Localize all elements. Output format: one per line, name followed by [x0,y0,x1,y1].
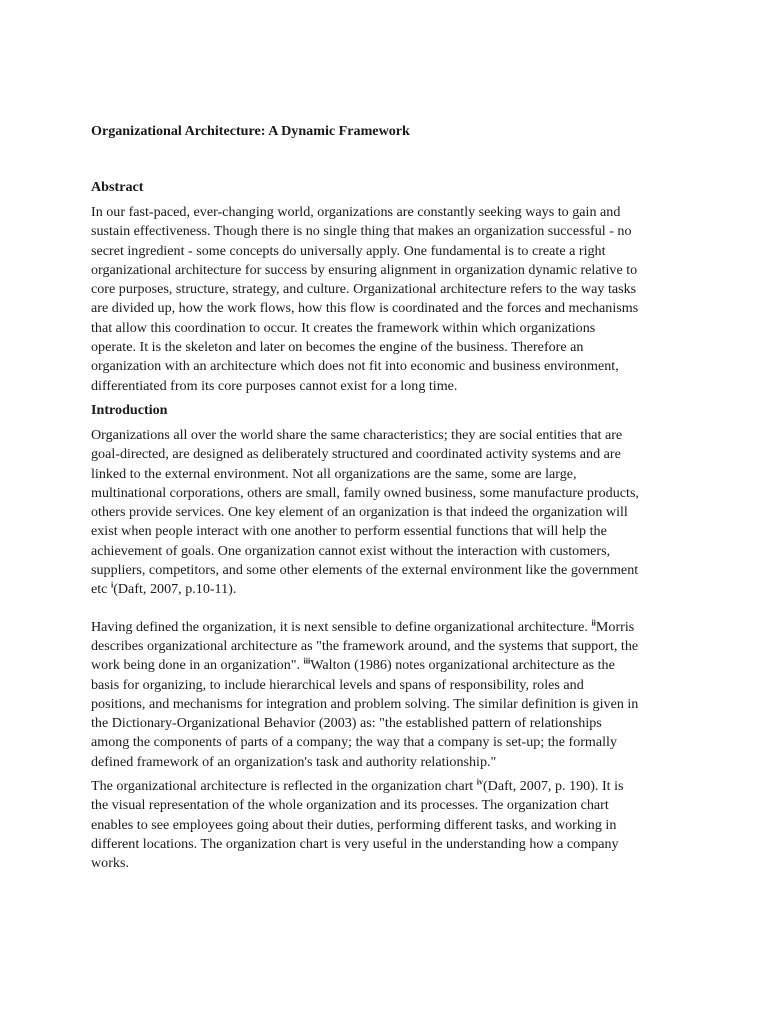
endnote-marker[interactable]: iii [303,656,311,666]
intro-line: Organizations all over the world share the same characteristics; they are social entities that are [91,426,623,443]
intro-line: linked to the external environment. Not all organizations are the same, some are large, [91,465,577,482]
intro-line: others provide services. One key element of an organization is that indeed the organization will [91,504,628,521]
intro-last-prefix: etc [91,581,111,598]
introduction-paragraph-3 [91,777,681,873]
para2-line3-suffix: Walton (1986) notes organizational architecture as the [310,657,615,674]
abstract-line: sustain effectiveness. Though there is no single thing that makes an organization successful - no [91,223,632,240]
para2-line: among the components of parts of a company; the way that a company is set-up; the formally [91,734,618,751]
intro-line: suppliers, competitors, and some other elements of the external environment like the government [91,562,639,579]
introduction-paragraph-2 [91,618,681,772]
abstract-line: organizational architecture for success by ensuring alignment in organization dynamic relative to [91,261,638,278]
intro-line: multinational corporations, others are small, family owned business, some manufacture products, [91,484,639,501]
para2-line3-prefix: work being done in an organization". [91,657,304,674]
endnote-marker[interactable]: ii [591,617,596,627]
abstract-line: core purposes, structure, strategy, and culture. Organizational architecture refers to the way tasks [91,281,637,298]
para2-line: describes organizational architecture as "the framework around, and the systems that support, the [91,637,639,654]
para2-line: defined framework of an organization's task and authority relationship." [91,753,497,770]
para3-line: the visual representation of the whole organization and its processes. The organization chart [91,797,609,814]
para2-line1-prefix: Having defined the organization, it is next sensible to define organizational architecture. [91,618,592,635]
document-body [91,122,681,880]
para3-line1-suffix: (Daft, 2007, p. 190). It is [482,778,624,795]
abstract-line: operate. It is the skeleton and later on becomes the engine of the business. Therefore an [91,339,584,356]
abstract-line: organization with an architecture which does not fit into economic and business environment, [91,358,619,375]
para2-line: the Dictionary-Organizational Behavior (2003) as: "the established pattern of relationships [91,715,602,732]
abstract-line: In our fast-paced, ever-changing world, organizations are constantly seeking ways to gain and [91,204,621,220]
document-title: Organizational Architecture: A Dynamic Framework [91,123,410,139]
abstract-line: that allow this coordination to occur. It creates the framework within which organizations [91,319,596,336]
intro-line: goal-directed, are designed as deliberately structured and coordinated activity systems and are [91,446,621,463]
intro-last-suffix: (Daft, 2007, p.10-11). [113,581,237,598]
intro-line-last [91,580,681,599]
para3-line1-prefix: The organizational architecture is reflected in the organization chart [91,778,477,795]
abstract-line: are divided up, how the work flows, how this flow is coordinated and the forces and mechanisms [91,300,639,317]
introduction-paragraph-1 [91,426,681,600]
abstract-paragraph [91,203,681,396]
endnote-marker[interactable]: i [110,580,114,590]
intro-line: exist when people interact with one another to perform essential functions that will help the [91,523,607,540]
para3-line: works. [91,855,129,872]
para3-line: different locations. The organization chart is very useful in the understanding how a company [91,835,619,852]
abstract-heading: Abstract [91,179,144,195]
abstract-line: secret ingredient - some concepts do universally apply. One fundamental is to create a right [91,242,606,259]
para2-line [91,618,681,637]
para2-line: positions, and mechanisms for integration and problem solving. The similar definition is given in [91,695,639,712]
abstract-line: differentiated from its core purposes cannot exist for a long time. [91,377,458,394]
endnote-marker[interactable]: iv [476,777,483,787]
introduction-heading: Introduction [91,401,168,418]
para2-line [91,656,681,675]
intro-line: achievement of goals. One organization cannot exist without the interaction with customers, [91,542,611,559]
para3-line: enables to see employees going about their duties, performing different tasks, and working in [91,816,617,833]
para2-line: basis for organizing, to include hierarchical levels and spans of responsibility, roles and [91,676,584,693]
para2-line1-suffix: Morris [595,618,635,635]
para3-line [91,777,681,796]
